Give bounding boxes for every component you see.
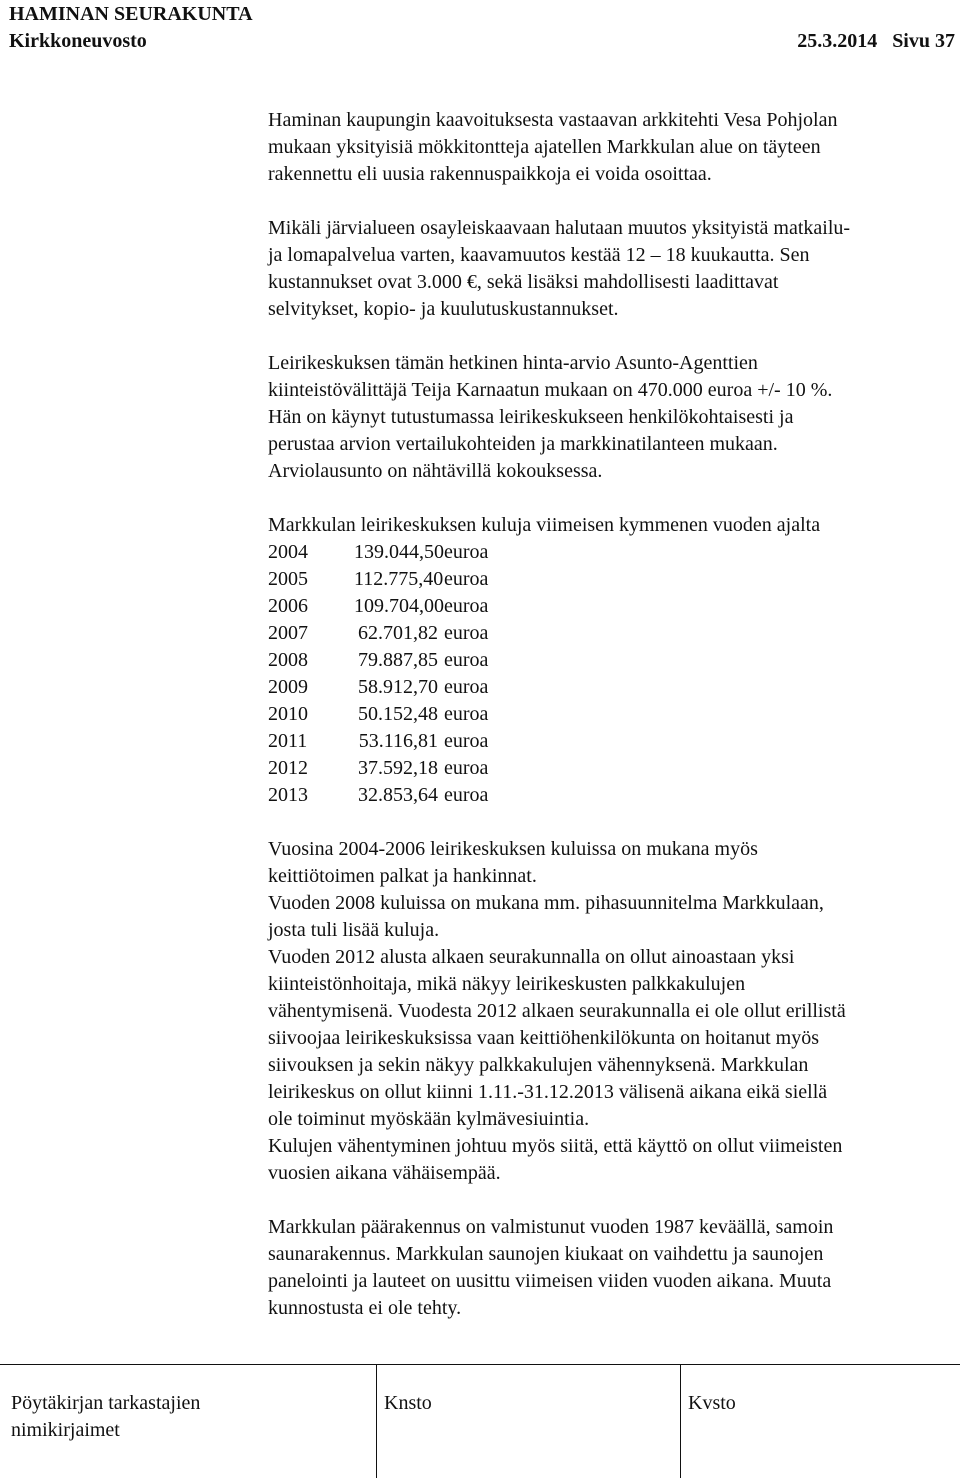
document-body (268, 107, 948, 1322)
table-row (268, 728, 948, 755)
footer-column-divider (376, 1364, 377, 1478)
table-row (268, 674, 948, 701)
cost-year: 2011 (268, 730, 308, 752)
cost-unit: euroa (444, 622, 489, 644)
footer-reviewers-label: Pöytäkirjan tarkastajien (11, 1392, 201, 1414)
paragraph-cost-notes: Vuosina 2004-2006 leirikeskuksen kuluissa on mukana myös keittiötoimen palkat ja hankinnat. Vuoden 2008 kuluissa on mukana mm. pihasuunnitelma Markkulaan, josta tuli lisää kuluja. Vuoden 2012 alusta alkaen seurakunnalla on ollut ainoastaan yksi kiinteistönhoitaja, mikä näkyy leirikeskusten palkkakulujen vähentymisenä. Vuodesta 2012 alkaen seurakunnalla ei ole ollut erillistä siivoojaa leirikeskuksissa vaan keittiöhenkilökunta on hoitanut myös siivouksen ja sekin näkyy palkkakulujen vähennyksenä. Markkulan leirikeskus on ollut kiinni 1.11.-31.12.2013 välisenä aikana eikä siellä ole toiminut myöskään kylmävesiuintia. Kulujen vähentyminen johtuu myös siitä, että käyttö on ollut viimeisten vuosien aikana vähäisempää. (268, 838, 846, 1184)
table-row (268, 755, 948, 782)
table-row (268, 647, 948, 674)
cost-year: 2010 (268, 703, 308, 725)
organization-name: HAMINAN SEURAKUNTA (9, 3, 253, 25)
cost-unit: euroa (444, 649, 489, 671)
footer-column-divider (680, 1364, 681, 1478)
cost-amount: 139.044,50 (354, 541, 444, 563)
header-row (9, 28, 955, 55)
cost-unit: euroa (444, 541, 489, 563)
costs-table (268, 539, 948, 809)
meeting-date: 25.3.2014 (797, 30, 878, 52)
table-row (268, 593, 948, 620)
cost-year: 2004 (268, 541, 308, 563)
cost-amount: 37.592,18 (358, 757, 438, 779)
cost-year: 2007 (268, 622, 308, 644)
paragraph-buildings: Markkulan päärakennus on valmistunut vuoden 1987 keväällä, samoin saunarakennus. Markkulan saunojen kiukaat on vaihdettu ja saunojen panelointi ja lauteet on uusittu viimeisen viiden vuoden aikana. Muuta kunnostusta ei ole tehty. (268, 1216, 834, 1319)
cost-year: 2013 (268, 784, 308, 806)
cost-unit: euroa (444, 595, 489, 617)
cost-amount: 62.701,82 (358, 622, 438, 644)
page-footer (0, 1364, 960, 1478)
paragraph-plan-change: Mikäli järvialueen osayleiskaavaan halutaan muutos yksityistä matkailu- ja lomapalvelua varten, kaavamuutos kestää 12 – 18 kuukautta. Sen kustannukset ovat 3.000 €, sekä lisäksi mahdollisesti laadittavat selvitykset, kopio- ja kuulutuskustannukset. (268, 217, 851, 320)
footer-reviewers-initials (11, 1390, 200, 1444)
cost-year: 2008 (268, 649, 308, 671)
paragraph-price-estimate: Leirikeskuksen tämän hetkinen hinta-arvio Asunto-Agenttien kiinteistövälittäjä Teija Karnaatun mukaan on 470.000 euroa +/- 10 %. Hän on käynyt tutustumassa leirikeskukseen henkilökohtaisesti ja perustaa arvion vertailukohteiden ja markkinatilanteen mukaan. Arviolausunto on nähtävillä kokouksessa. (268, 352, 833, 482)
cost-amount: 50.152,48 (358, 703, 438, 725)
footer-divider (0, 1364, 960, 1365)
footer-kvsto: Kvsto (688, 1392, 736, 1414)
page-number: Sivu 37 (892, 30, 955, 52)
cost-amount: 79.887,85 (358, 649, 438, 671)
cost-amount: 58.912,70 (358, 676, 438, 698)
cost-unit: euroa (444, 730, 489, 752)
cost-amount: 32.853,64 (358, 784, 438, 806)
costs-heading: Markkulan leirikeskuksen kuluja viimeisen kymmenen vuoden ajalta (268, 514, 821, 536)
cost-unit: euroa (444, 703, 489, 725)
cost-year: 2006 (268, 595, 308, 617)
date-page (797, 28, 955, 55)
table-row (268, 620, 948, 647)
paragraph-zoning: Haminan kaupungin kaavoituksesta vastaavan arkkitehti Vesa Pohjolan mukaan yksityisiä mökkitontteja ajatellen Markkulan alue on täyteen rakennettu eli uusia rakennuspaikkoja ei voida osoittaa. (268, 109, 838, 185)
footer-initials-label: nimikirjaimet (11, 1419, 120, 1441)
page-header (9, 1, 955, 55)
cost-amount: 112.775,40 (354, 568, 444, 590)
cost-unit: euroa (444, 676, 489, 698)
table-row (268, 539, 948, 566)
cost-unit: euroa (444, 757, 489, 779)
table-row (268, 566, 948, 593)
governing-body: Kirkkoneuvosto (9, 30, 147, 52)
cost-amount: 53.116,81 (358, 730, 438, 752)
cost-unit: euroa (444, 784, 489, 806)
footer-knsto: Knsto (384, 1392, 432, 1414)
table-row (268, 701, 948, 728)
cost-unit: euroa (444, 568, 489, 590)
table-row (268, 782, 948, 809)
cost-year: 2009 (268, 676, 308, 698)
cost-amount: 109.704,00 (354, 595, 444, 617)
cost-year: 2005 (268, 568, 308, 590)
cost-year: 2012 (268, 757, 308, 779)
